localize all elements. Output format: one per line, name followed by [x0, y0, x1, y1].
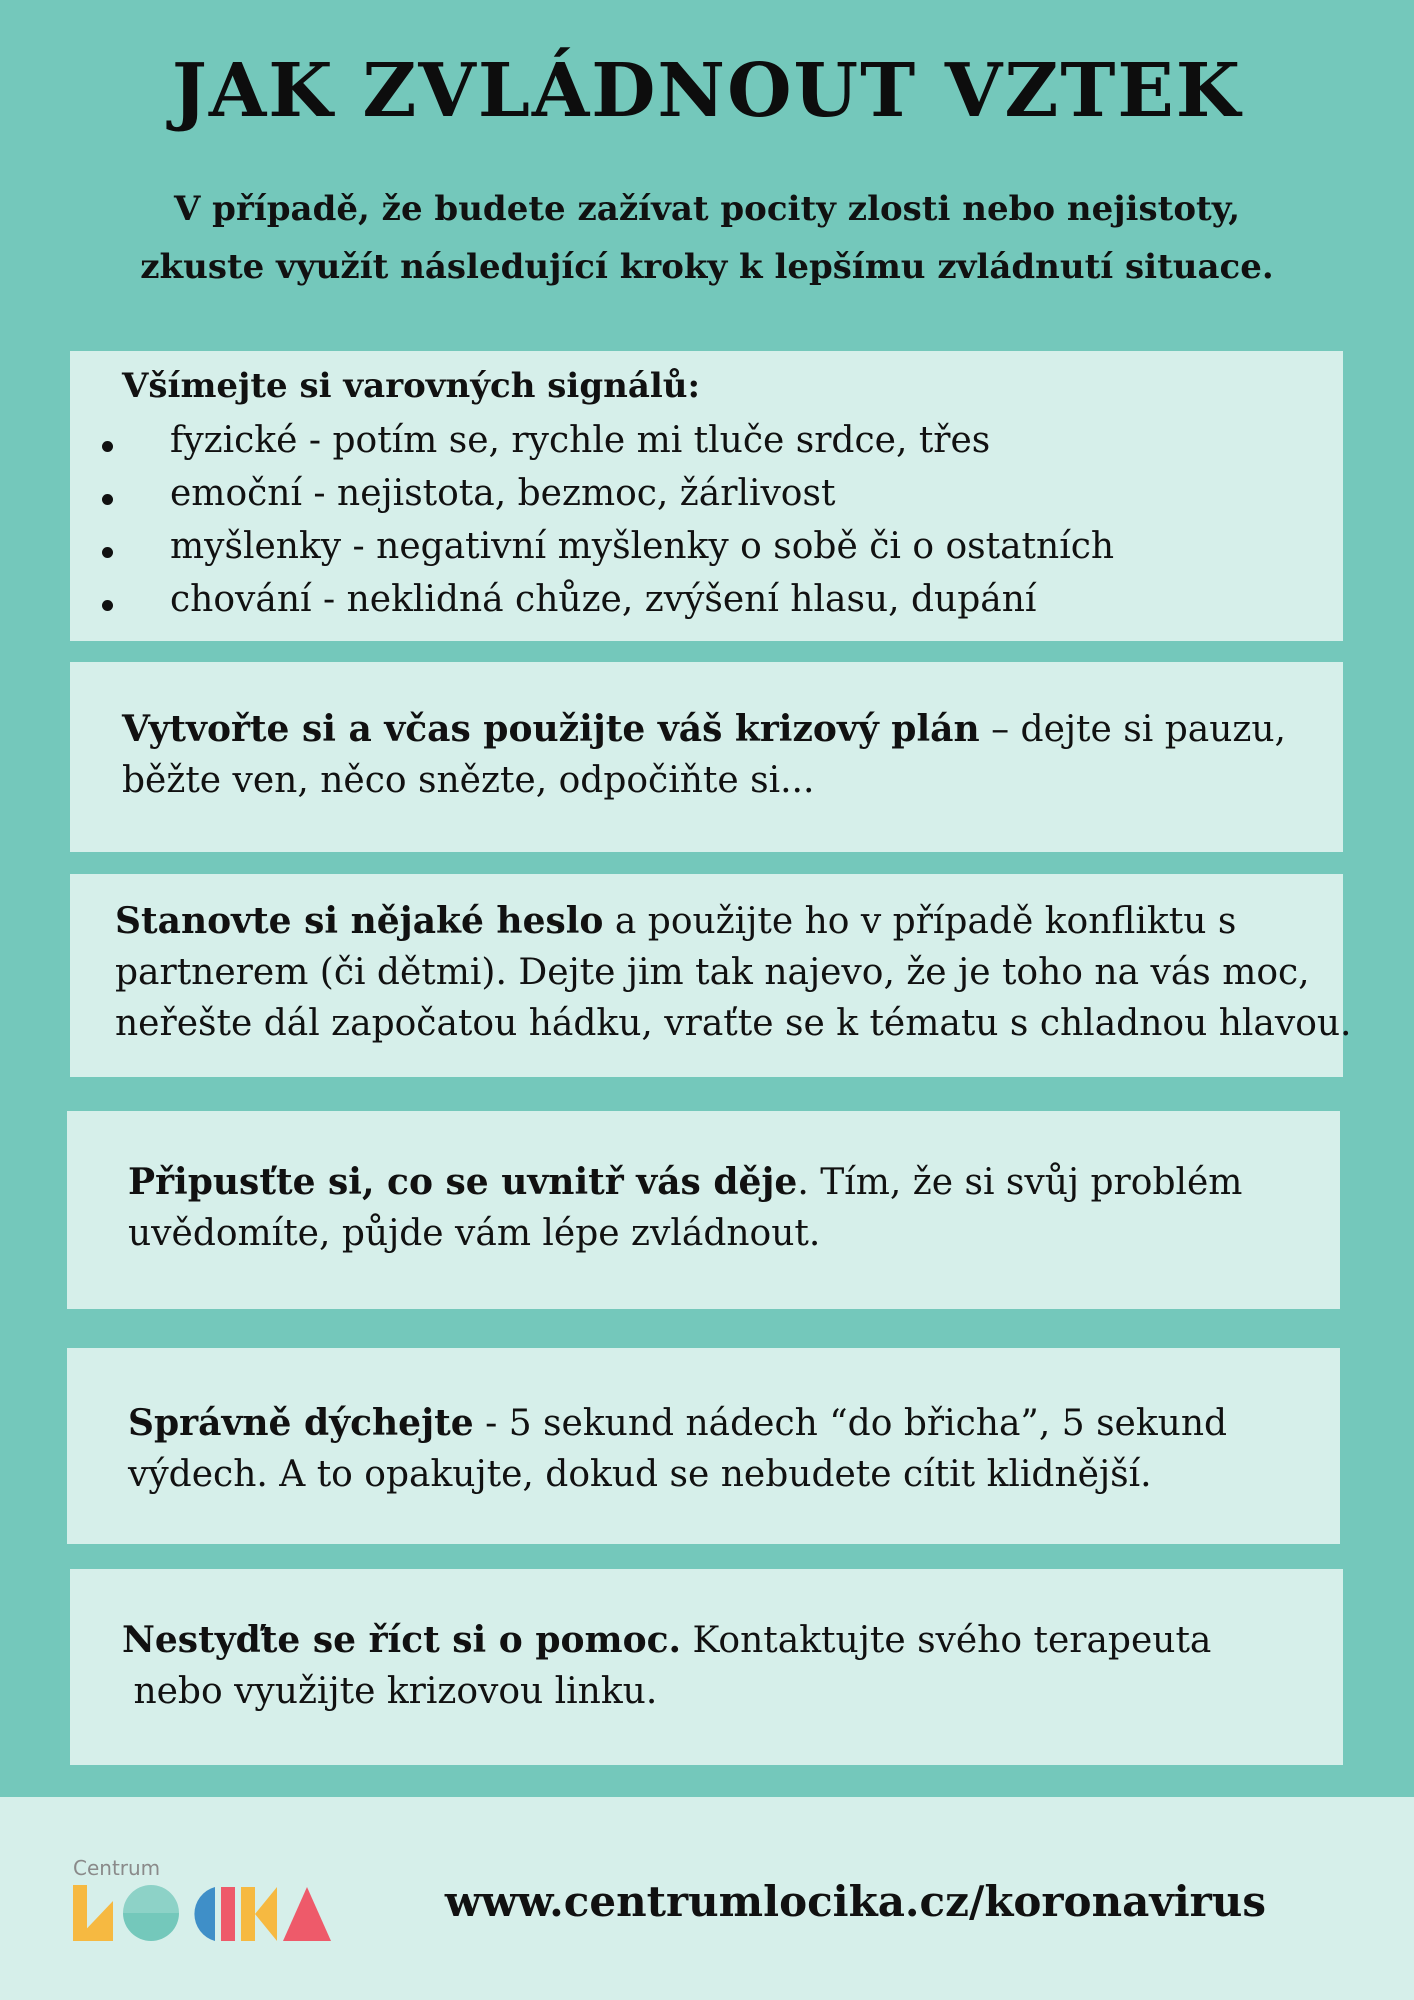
admit-line-1: Připusťte si, co se uvnitř vás děje. Tím, že si svůj problém: [128, 1161, 1243, 1203]
crisis-plan-bold: Vytvořte si a včas použijte váš krizový plán: [122, 708, 980, 750]
breathing-line-1: Správně dýchejte - 5 sekund nádech “do břicha”, 5 sekund: [128, 1402, 1228, 1444]
help-bold: Nestyďte se říct si o pomoc.: [122, 1619, 682, 1661]
intro-text: [0, 180, 1414, 296]
warning-signals-heading: Všímejte si varovných signálů:: [122, 366, 701, 406]
page-title: JAK ZVLÁDNOUT VZTEK: [171, 48, 1243, 134]
password-bold: Stanovte si nějaké heslo: [115, 900, 604, 942]
breathing-bold: Správně dýchejte: [128, 1402, 474, 1444]
password-card: [70, 874, 1352, 1077]
bullet-icon: [102, 547, 113, 558]
help-card: [70, 1569, 1343, 1765]
crisis-plan-line-2: běžte ven, něco snězte, odpočiňte si...: [122, 760, 815, 801]
logo-small-text: Centrum: [73, 1856, 161, 1880]
bullet-icon: [102, 441, 113, 452]
bullet-icon: [102, 600, 113, 611]
password-line-3: neřešte dál započatou hádku, vraťte se k tématu s chladnou hlavou.: [115, 1003, 1352, 1044]
admit-line-2: uvědomíte, půjde vám lépe zvládnout.: [128, 1213, 821, 1254]
breathing-line-2: výdech. A to opakujte, dokud se nebudete cítit klidnější.: [128, 1454, 1152, 1495]
crisis-plan-card: [70, 662, 1343, 852]
help-line-1: Nestyďte se říct si o pomoc. Kontaktujte svého terapeuta: [122, 1619, 1212, 1661]
footer: [0, 1797, 1414, 2000]
centrum-locika-logo: [73, 1855, 333, 1945]
breathing-card: [67, 1348, 1340, 1544]
crisis-plan-line-1: Vytvořte si a včas použijte váš krizový plán – dejte si pauzu,: [122, 708, 1286, 750]
password-line-2: partnerem (či dětmi). Dejte jim tak najevo, že je toho na vás moc,: [115, 952, 1310, 993]
intro-line-2: zkuste využít následující kroky k lepšímu zvládnutí situace.: [140, 247, 1274, 287]
intro-line-1: V případě, že budete zažívat pocity zlosti nebo nejistoty,: [173, 189, 1241, 229]
bullet-icon: [102, 494, 113, 505]
help-line-2: nebo využijte krizovou linku.: [122, 1671, 658, 1712]
warning-signals-card: Všímejte si varovných signálů: fyzické - potím se, rychle mi tluče srdce, třes emoční - nejistota, bezmoc, žárlivost myšlenky - negativní myšlenky o sobě či o ostatních chování - neklidná chůze, zvýšení hlasu, dupání: [70, 351, 1343, 641]
admit-bold: Připusťte si, co se uvnitř vás děje: [128, 1161, 798, 1203]
admit-card: [67, 1111, 1340, 1309]
password-line-1: Stanovte si nějaké heslo a použijte ho v případě konfliktu s: [115, 900, 1237, 942]
website-link[interactable]: www.centrumlocika.cz/koronavirus: [444, 1877, 1266, 1926]
